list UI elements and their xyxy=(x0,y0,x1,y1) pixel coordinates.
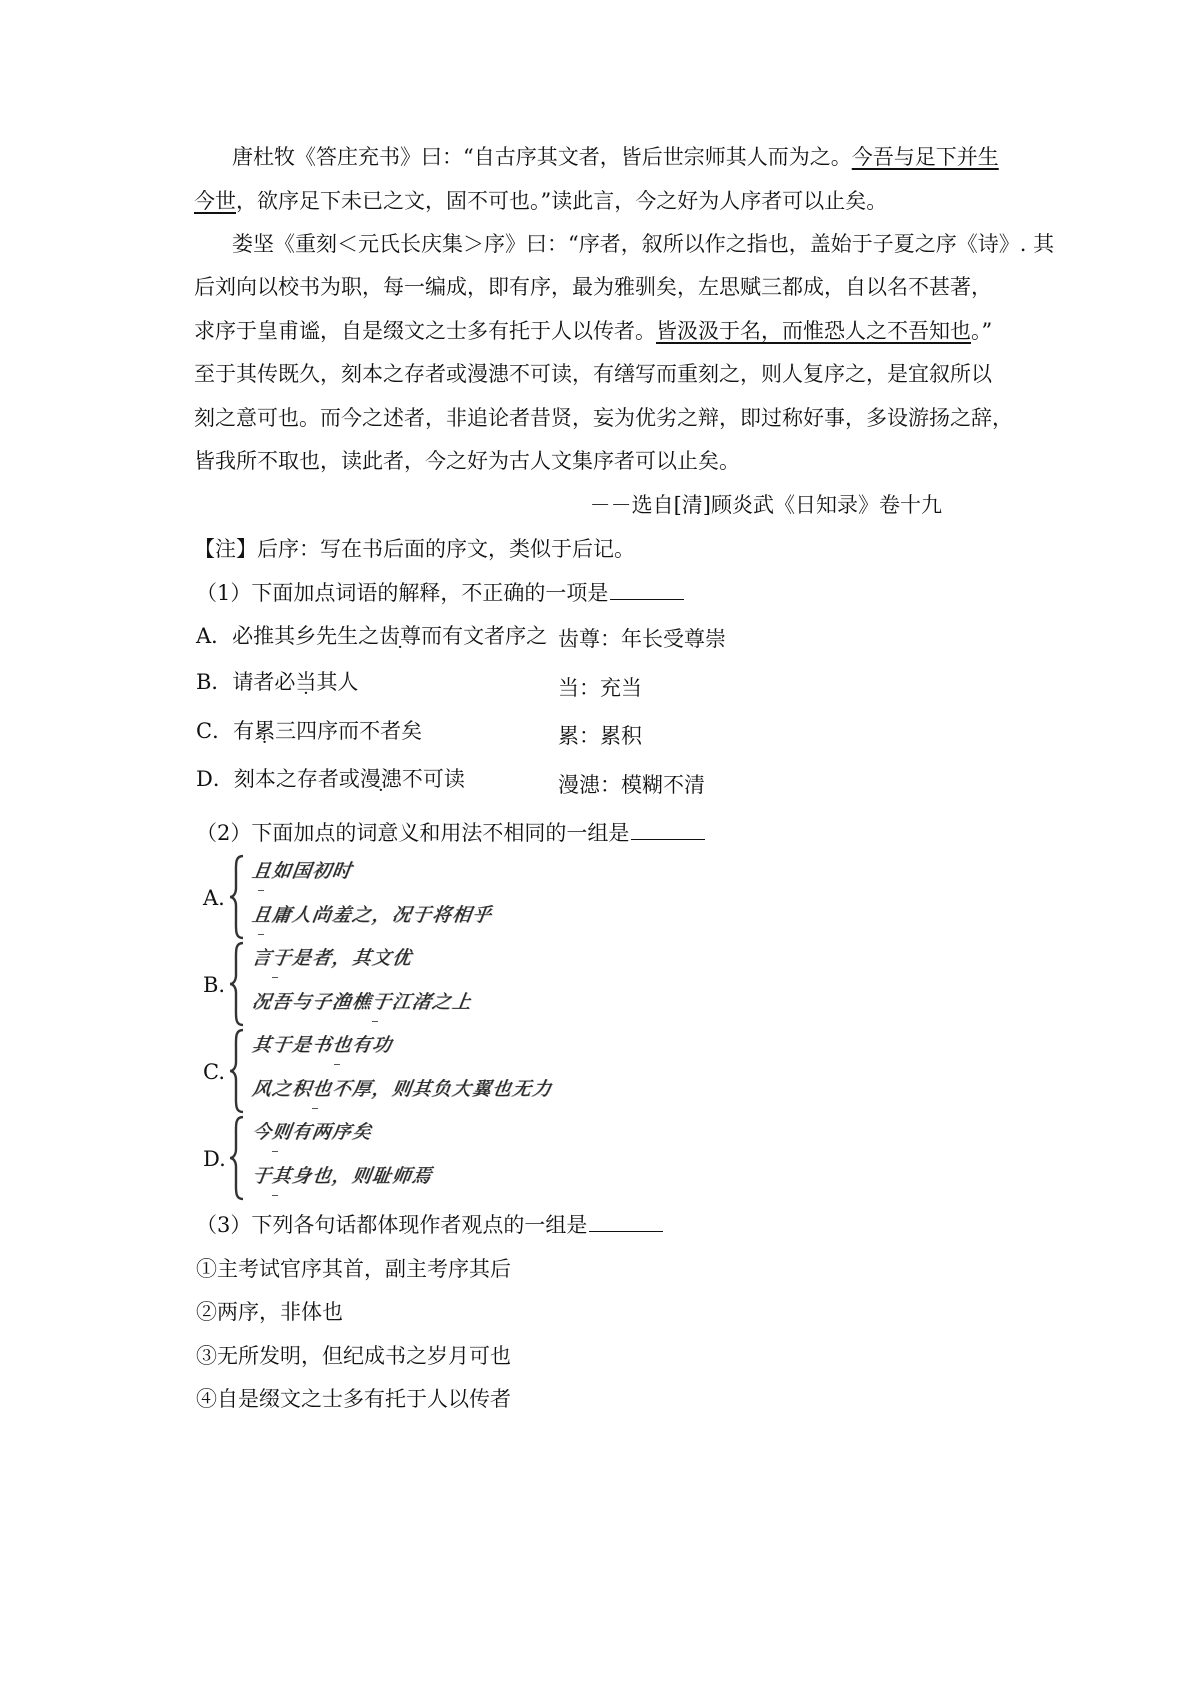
q2-handwritten-line: 且如国初时 xyxy=(250,860,354,882)
q1-gloss-c: 累：累积 xyxy=(558,724,642,748)
q1-gloss-a: 齿尊：年长受尊崇 xyxy=(558,627,726,651)
underlined-sentence: 今吾与足下并生 xyxy=(851,145,999,169)
option-text: 请者必 xyxy=(232,670,296,694)
question-text: （1）下面加点词语的解释，不正确的一项是 xyxy=(196,581,609,605)
q3-item: ②两序，非体也 xyxy=(196,1300,343,1324)
answer-blank[interactable] xyxy=(610,579,684,600)
option-label: D． xyxy=(196,767,234,791)
q2-handwritten-line: 言于是者，其文优 xyxy=(250,947,414,969)
option-text: 三四序而不者矣 xyxy=(275,719,423,743)
passage-text: 唐杜牧《答庄充书》曰：“自古序其文者，皆后世宗师其人而为之。 xyxy=(232,145,852,169)
dotted-word: 漫漶 xyxy=(359,767,402,791)
option-label: A． xyxy=(196,624,233,648)
dot-mark xyxy=(272,977,278,978)
passage-line: 皆我所不取也，读此者，今之好为古人文集序者可以止矣。 xyxy=(194,449,740,473)
dot-mark xyxy=(372,1021,378,1022)
dot-mark xyxy=(312,1108,318,1109)
question-2-stem xyxy=(196,818,705,848)
answer-blank[interactable] xyxy=(631,819,705,840)
brace-icon xyxy=(228,1028,246,1114)
brace-icon xyxy=(228,941,246,1027)
option-text: 不可读 xyxy=(401,767,465,791)
q1-option-d xyxy=(196,764,465,794)
passage-line xyxy=(232,142,999,172)
passage-text: 。” xyxy=(971,319,993,343)
passage-line: 娄坚《重刻＜元氏长庆集＞序》曰：“序者，叙所以作之指也，盖始于子夏之序《诗》. 其 xyxy=(232,232,1055,256)
dot-mark xyxy=(272,1195,278,1196)
answer-blank[interactable] xyxy=(589,1211,663,1232)
dot-mark xyxy=(258,890,264,891)
q3-item: ④自是缀文之士多有托于人以传者 xyxy=(196,1387,511,1411)
source-citation: －－选自[清]顾炎武《日知录》卷十九 xyxy=(589,493,942,517)
note: 【注】后序：写在书后面的序文，类似于后记。 xyxy=(194,537,635,561)
brace-icon xyxy=(228,1115,246,1201)
q1-option-c xyxy=(196,716,422,746)
q3-item: ③无所发明，但纪成书之岁月可也 xyxy=(196,1344,511,1368)
q2-handwritten-line: 风之积也不厚，则其负大翼也无力 xyxy=(250,1078,554,1100)
q2-handwritten-line: 其于是书也有功 xyxy=(250,1034,394,1056)
dotted-word: 当 xyxy=(295,670,317,694)
q1-gloss-d: 漫漶：模糊不清 xyxy=(558,773,705,797)
dotted-word: 累 xyxy=(254,719,276,743)
question-text: （2）下面加点的词意义和用法不相同的一组是 xyxy=(196,821,630,845)
q2-option-label: D. xyxy=(203,1147,226,1171)
option-text: 刻本之存者或 xyxy=(233,767,360,791)
passage-text: 求序于皇甫谧，自是缀文之士多有托于人以传者。 xyxy=(194,319,656,343)
question-3-stem xyxy=(196,1210,663,1240)
q1-option-b xyxy=(196,667,358,697)
option-label: B． xyxy=(196,670,233,694)
dot-mark xyxy=(334,1064,340,1065)
option-text: 而有文者序之 xyxy=(421,624,548,648)
option-text: 必推其乡先生之 xyxy=(232,624,380,648)
dot-mark xyxy=(258,934,264,935)
q3-item: ①主考试官序其首，副主考序其后 xyxy=(196,1257,511,1281)
passage-line: 至于其传既久，刻本之存者或漫漶不可读，有缮写而重刻之，则人复序之，是宜叙所以 xyxy=(194,362,992,386)
option-text: 其人 xyxy=(316,670,359,694)
q2-handwritten-line: 且庸人尚羞之，况于将相乎 xyxy=(250,904,494,926)
dot-mark xyxy=(272,1151,278,1152)
dotted-word: 齿尊 xyxy=(379,624,422,648)
underlined-sentence: 今世 xyxy=(194,189,236,213)
q2-option-label: C. xyxy=(203,1060,225,1084)
option-label: C． xyxy=(196,719,234,743)
q2-option-label: A. xyxy=(203,886,225,910)
brace-icon xyxy=(228,854,246,940)
q1-option-a xyxy=(196,621,547,651)
option-text: 有 xyxy=(233,719,255,743)
passage-text: ，欲序足下未已之文，固不可也。”读此言，今之好为人序者可以止矣。 xyxy=(236,189,888,213)
passage-line: 刻之意可也。而今之述者，非追论者昔贤，妄为优劣之辩，即过称好事，多设游扬之辞， xyxy=(194,406,1013,430)
question-text: （3）下列各句话都体现作者观点的一组是 xyxy=(196,1213,588,1237)
passage-line xyxy=(194,316,992,346)
q2-handwritten-line: 况吾与子渔樵于江渚之上 xyxy=(250,991,474,1013)
passage-line xyxy=(194,186,887,216)
q2-option-label: B. xyxy=(203,973,226,997)
passage-line: 后刘向以校书为职，每一编成，即有序，最为雅驯矣，左思赋三都成，自以名不甚著， xyxy=(194,275,992,299)
underlined-sentence: 皆汲汲于名，而惟恐人之不吾知也 xyxy=(656,319,971,343)
q2-handwritten-line: 于其身也，则耻师焉 xyxy=(250,1165,434,1187)
q2-handwritten-line: 今则有两序矣 xyxy=(250,1121,374,1143)
q1-gloss-b: 当：充当 xyxy=(558,676,642,700)
question-1-stem xyxy=(196,578,684,608)
